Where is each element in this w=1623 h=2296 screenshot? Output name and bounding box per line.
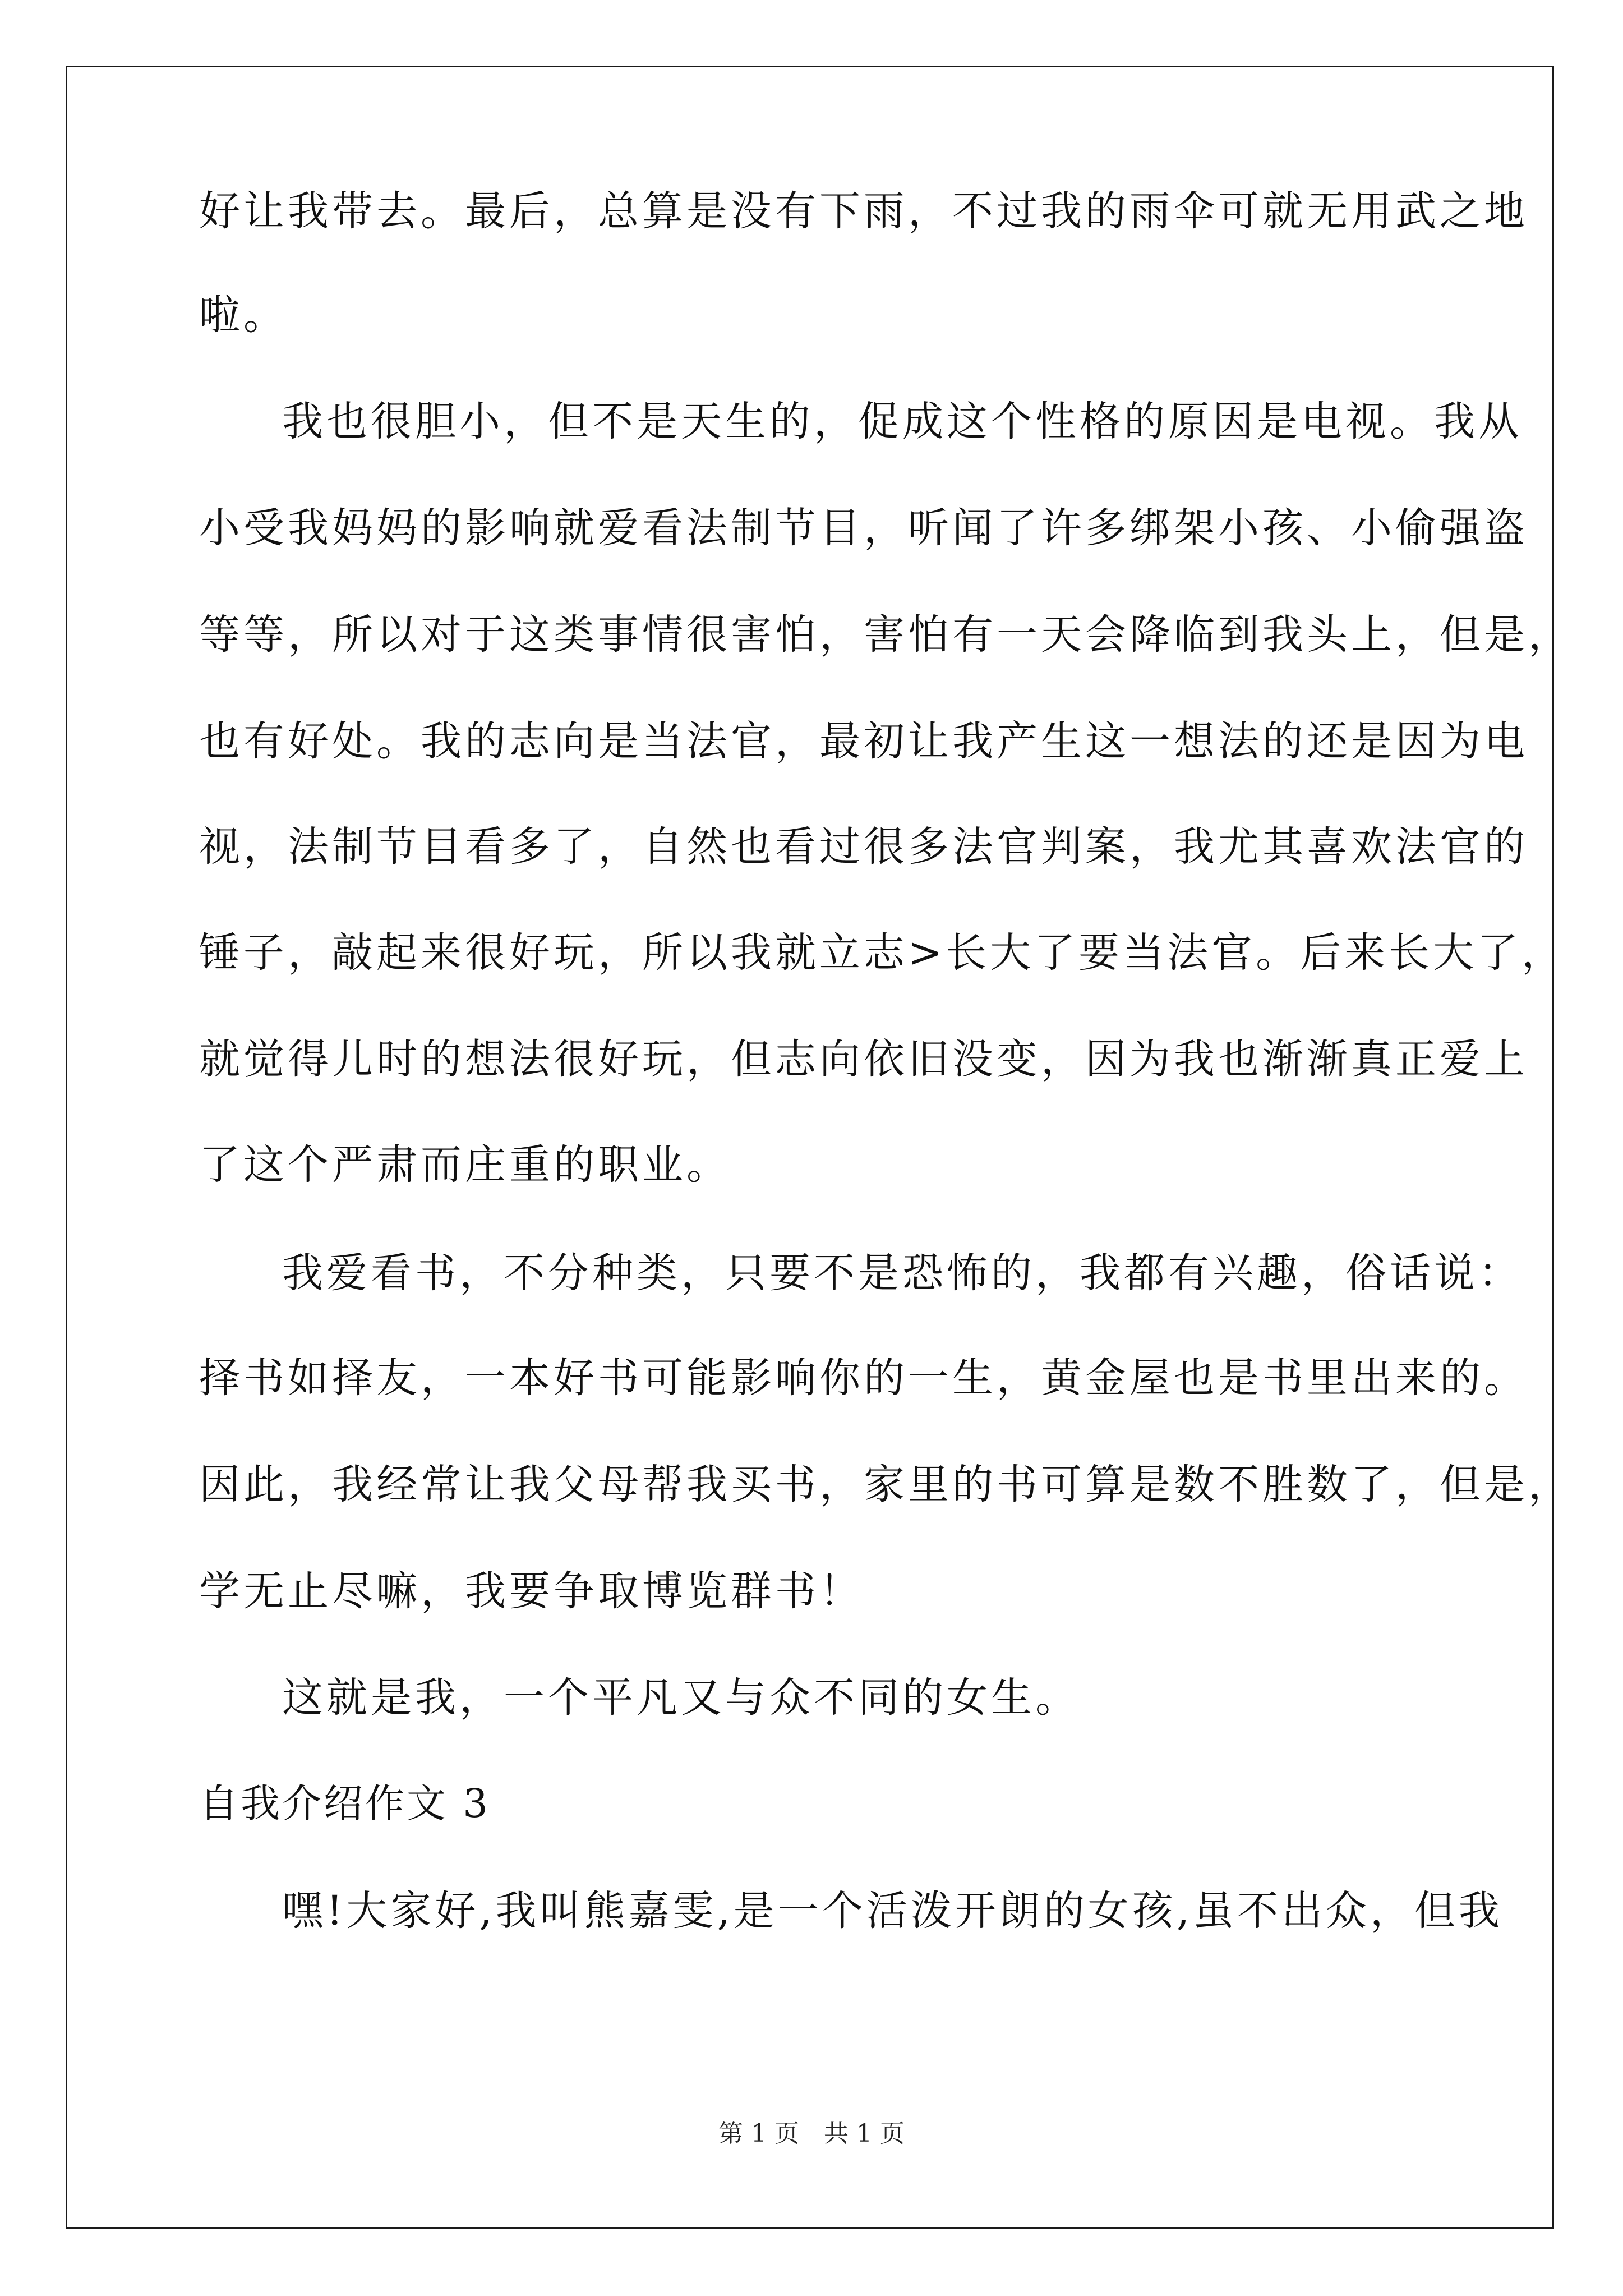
page-footer: 第 1 页 共 1 页 — [718, 2119, 905, 2148]
text-line: 小受我妈妈的影响就爱看法制节目，听闻了许多绑架小孩、小偷强盗 — [199, 504, 1528, 552]
text-line: 择书如择友，一本好书可能影响你的一生，黄金屋也是书里出来的。 — [199, 1354, 1528, 1402]
text-line: 好让我带去。最后，总算是没有下雨，不过我的雨伞可就无用武之地 — [199, 187, 1528, 235]
text-line: 因此，我经常让我父母帮我买书，家里的书可算是数不胜数了，但是， — [199, 1461, 1573, 1508]
text-line: 也有好处。我的志向是当法官，最初让我产生这一想法的还是因为电 — [199, 717, 1528, 765]
text-line: 学无止尽嘛，我要争取博览群书！ — [199, 1567, 864, 1615]
text-line: 等等，所以对于这类事情很害怕，害怕有一天会降临到我头上，但是， — [199, 611, 1573, 659]
text-line: 了这个严肃而庄重的职业。 — [199, 1141, 731, 1189]
paragraph-start-line: 我爱看书，不分种类，只要不是恐怖的，我都有兴趣，俗话说： — [282, 1249, 1523, 1297]
paragraph-start-line: 嘿!大家好,我叫熊嘉雯,是一个活泼开朗的女孩,虽不出众，但我 — [282, 1887, 1503, 1935]
text-line: 锤子，敲起来很好玩，所以我就立志>长大了要当法官。后来长大了， — [199, 929, 1566, 977]
section-heading: 自我介绍作文 3 — [199, 1780, 490, 1826]
text-line: 就觉得儿时的想法很好玩，但志向依旧没变，因为我也渐渐真正爱上 — [199, 1036, 1528, 1083]
paragraph-start-line: 这就是我，一个平凡又与众不同的女生。 — [282, 1674, 1080, 1722]
paragraph-start-line: 我也很胆小，但不是天生的，促成这个性格的原因是电视。我从 — [282, 398, 1523, 445]
text-line: 啦。 — [199, 291, 288, 339]
text-line: 视，法制节目看多了，自然也看过很多法官判案，我尤其喜欢法官的 — [199, 823, 1528, 871]
